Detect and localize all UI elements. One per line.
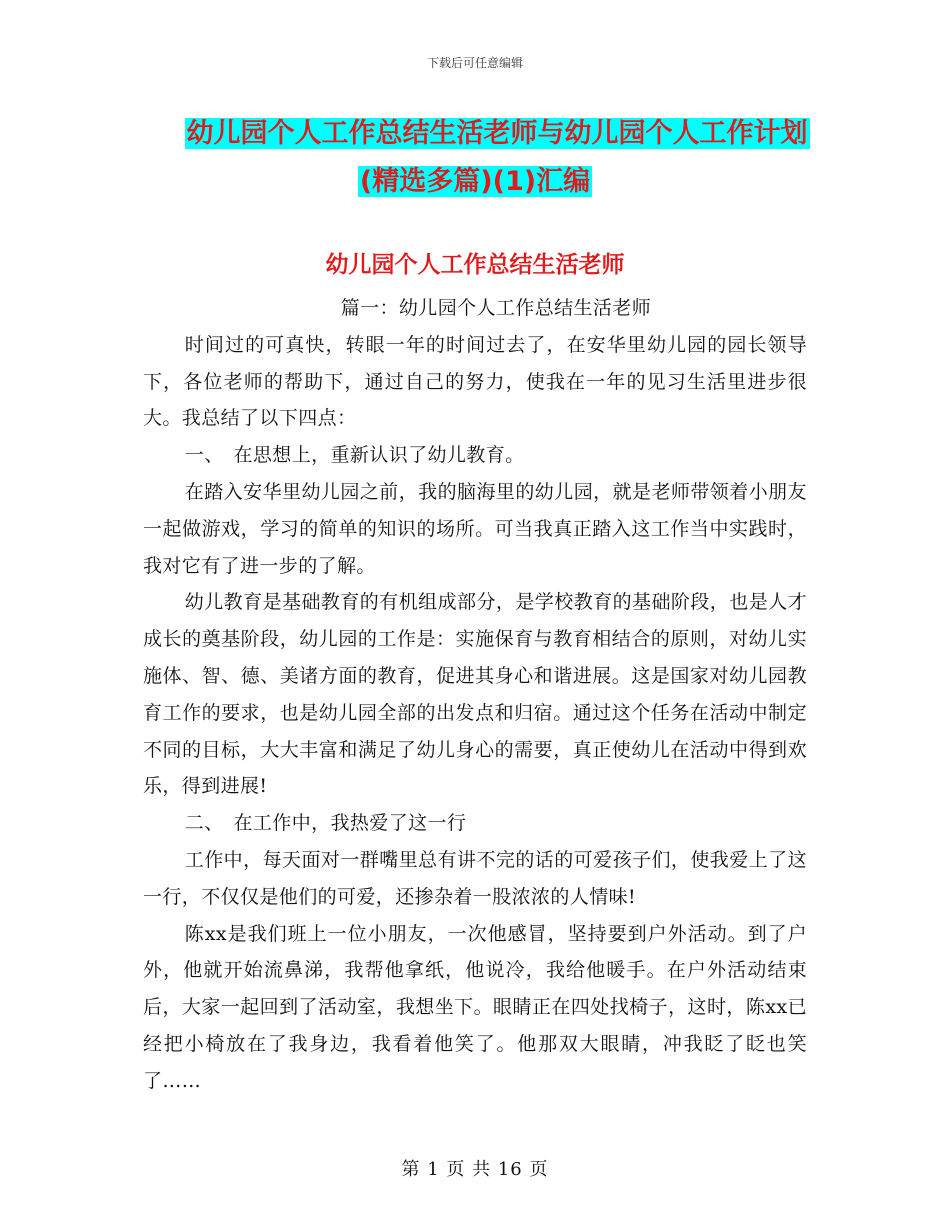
paragraph-4: 工作中，每天面对一群嘴里总有讲不完的话的可爱孩子们，使我爱上了这一行，不仅仅是他们的可爱，还掺杂着一股浓浓的人情味! [143,848,807,908]
document-title [0,110,950,206]
header-note: 下载后可任意编辑 [426,56,523,70]
paragraph-2: 在踏入安华里幼儿园之前，我的脑海里的幼儿园，就是老师带领着小朋友一起做游戏，学习的简单的知识的场所。可当我真正踏入这工作当中实践时，我对它有了进一步的了解。 [143,480,807,577]
document-title-line-2 [0,158,950,206]
paragraph-5: 陈xx是我们班上一位小朋友，一次他感冒，坚持要到户外活动。到了户外，他就开始流鼻涕，我帮他拿纸，他说冷，我给他暖手。在户外活动结束后，大家一起回到了活动室，我想坐下。眼睛正在四处找椅子，这时，陈xx已经把小椅放在了我身边，我看着他笑了。他那双大眼睛，冲我眨了眨也笑了…… [143,922,807,1092]
article-body [143,290,807,1100]
paragraph-3: 幼儿教育是基础教育的有机组成部分，是学校教育的基础阶段，也是人才成长的奠基阶段，幼儿园的工作是：实施保育与教育相结合的原则，对幼儿实施体、智、德、美诸方面的教育，促进其身心和谐进展。这是国家对幼儿园教育工作的要求，也是幼儿园全部的出发点和归宿。通过这个任务在活动中制定不同的目标，大大丰富和满足了幼儿身心的需要，真正使幼儿在活动中得到欢乐，得到进展! [143,591,807,798]
heading-point-1: 一、 在思想上，重新认识了幼儿教育。 [184,444,525,467]
paragraph-1: 时间过的可真快，转眼一年的时间过去了，在安华里幼儿园的园长领导下，各位老师的帮助下，通过自己的努力，使我在一年的见习生活里进步很大。我总结了以下四点： [143,333,807,430]
title-highlight-1: 幼儿园个人工作总结生活老师与幼儿园个人工作计划 [186,118,808,149]
heading-point-2: 二、 在工作中，我热爱了这一行 [184,812,467,835]
article-subtitle: 篇一：幼儿园个人工作总结生活老师 [340,297,652,319]
document-title-line-1 [0,110,950,158]
page-footer: 第 1 页 共 16 页 [401,1159,549,1180]
title-highlight-2: (精选多篇)(1)汇编 [359,166,591,197]
section-title: 幼儿园个人工作总结生活老师 [325,252,625,278]
